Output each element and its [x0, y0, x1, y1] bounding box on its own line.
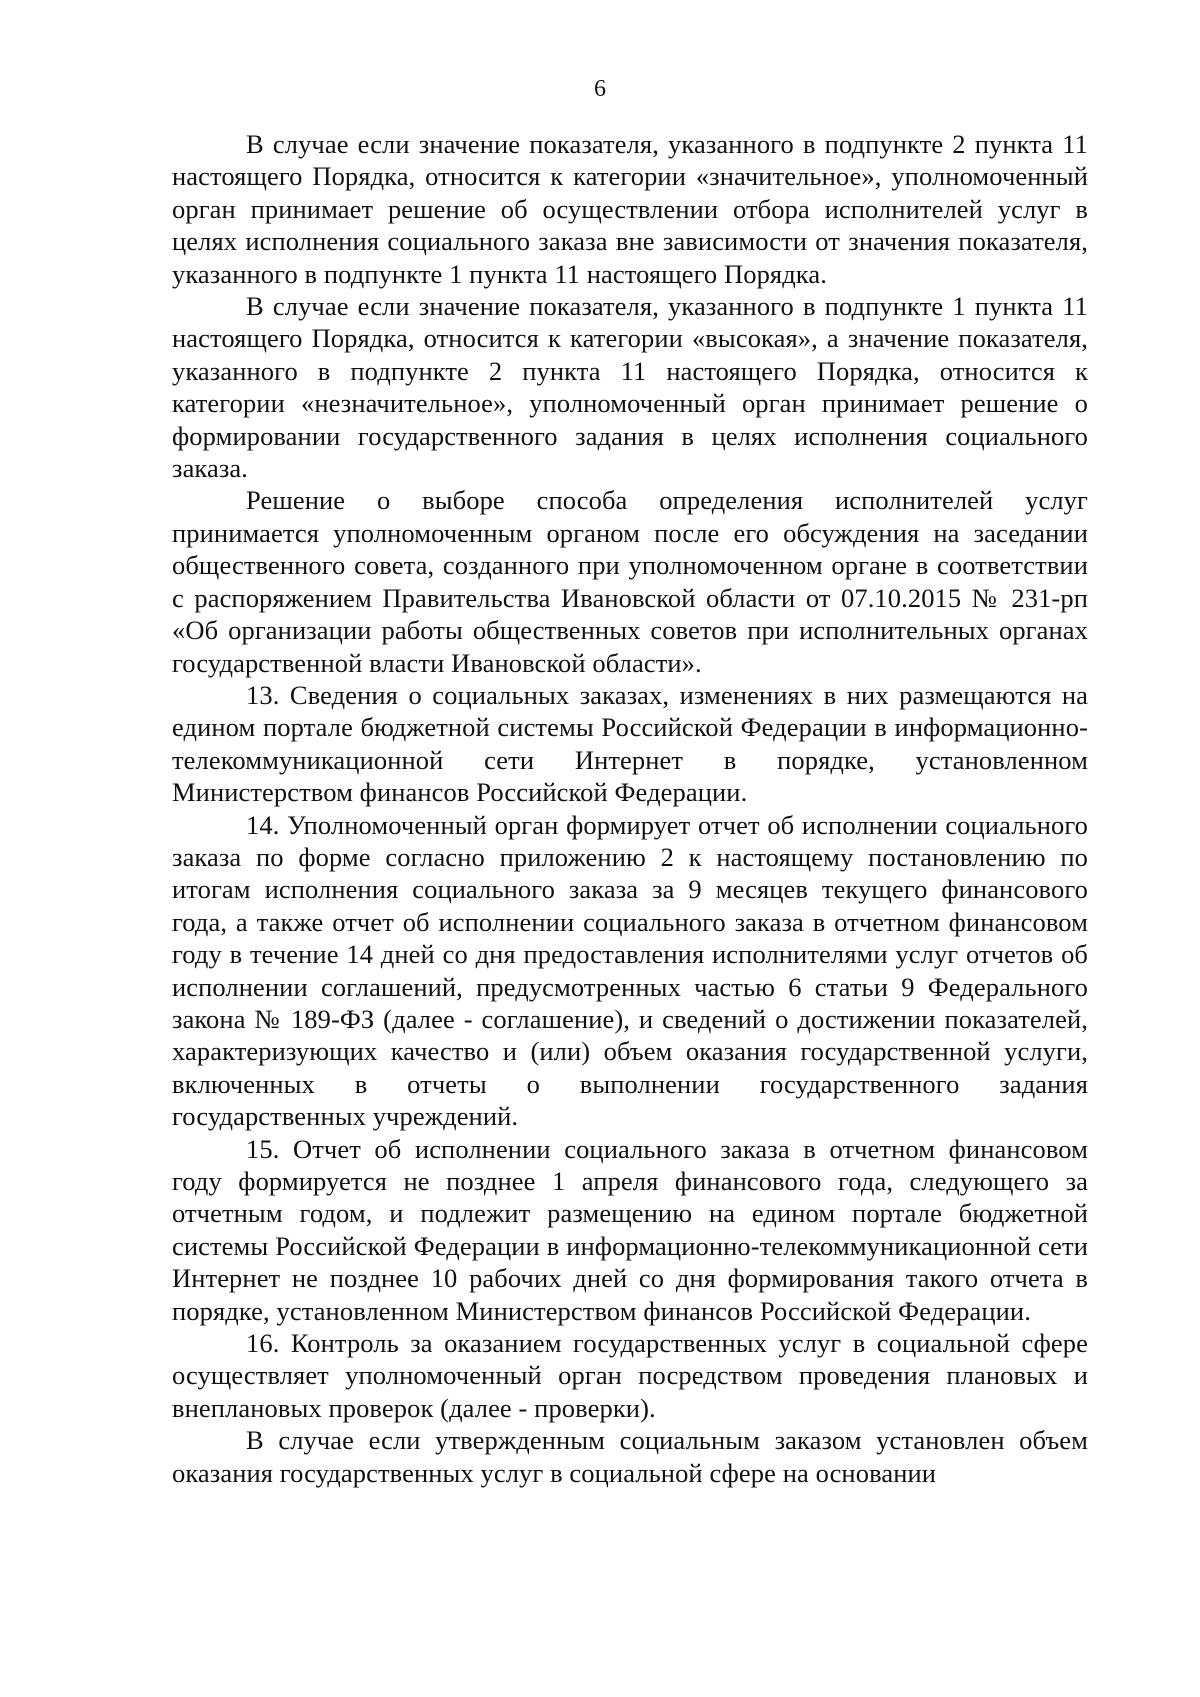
paragraph-public-council: Решение о выборе способа определения исполнителей услуг принимается уполномоченным органом после его обсуждения на заседании общественного совета, созданного при уполномоченном органе в соответствии с распоряжением Правительства Ивановской области от 07.10.2015 № 231-рп «Об организации работы общественных советов при исполнительных органах государственной власти Ивановской области». — [172, 485, 1088, 678]
page-number: 6 — [594, 76, 606, 102]
document-body — [172, 128, 1088, 1489]
paragraph-high-category: В случае если значение показателя, указанного в подпункте 1 пункта 11 настоящего Порядка, относится к категории «высокая», а значение показателя, указанного в подпункте 2 пункта 11 настоящего Порядка, относится к категории «незначительное», уполномоченный орган принимает решение о формировании государственного задания в целях исполнения социального заказа. — [172, 291, 1088, 484]
paragraph-continuation: В случае если утвержденным социальным заказом установлен объем оказания государственных услуг в социальной сфере на основании — [172, 1425, 1088, 1488]
paragraph-item-14: 14. Уполномоченный орган формирует отчет об исполнении социального заказа по форме согласно приложению 2 к настоящему постановлению по итогам исполнения социального заказа за 9 месяцев текущего финансового года, а также отчет об исполнении социального заказа в отчетном финансовом году в течение 14 дней со дня предоставления исполнителями услуг отчетов об исполнении соглашений, предусмотренных частью 6 статьи 9 Федерального закона № 189-ФЗ (далее - соглашение), и сведений о достижении показателей, характеризующих качество и (или) объем оказания государственной услуги, включенных в отчеты о выполнении государственного задания государственных учреждений. — [172, 809, 1088, 1132]
paragraph-item-15: 15. Отчет об исполнении социального заказа в отчетном финансовом году формируется не позднее 1 апреля финансового года, следующего за отчетным годом, и подлежит размещению на едином портале бюджетной системы Российской Федерации в информационно-телекоммуникационной сети Интернет не позднее 10 рабочих дней со дня формирования такого отчета в порядке, установленном Министерством финансов Российской Федерации. — [172, 1133, 1088, 1326]
paragraph-item-16: 16. Контроль за оказанием государственных услуг в социальной сфере осуществляет уполномоченный орган посредством проведения плановых и внеплановых проверок (далее - проверки). — [172, 1328, 1088, 1423]
paragraph-item-13: 13. Сведения о социальных заказах, изменениях в них размещаются на едином портале бюджетной системы Российской Федерации в информационно-телекоммуникационной сети Интернет в порядке, установленном Министерством финансов Российской Федерации. — [172, 679, 1088, 808]
paragraph-significant-category: В случае если значение показателя, указанного в подпункте 2 пункта 11 настоящего Порядка, относится к категории «значительное», уполномоченный орган принимает решение об осуществлении отбора исполнителей услуг в целях исполнения социального заказа вне зависимости от значения показателя, указанного в подпункте 1 пункта 11 настоящего Порядка. — [172, 129, 1088, 289]
